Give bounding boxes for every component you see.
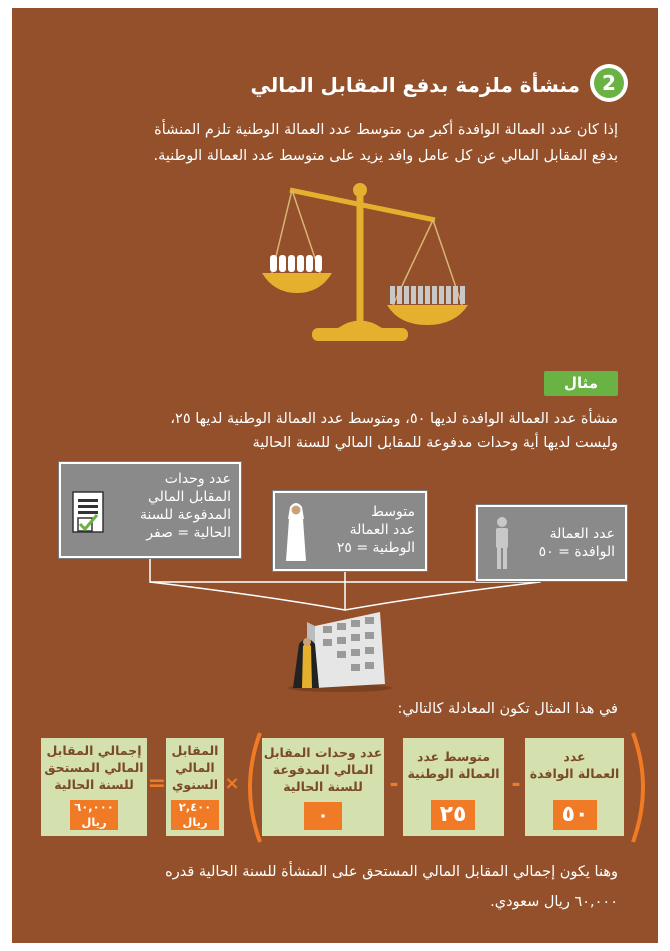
paid-units-box <box>59 462 241 558</box>
eq-annual-value: ٢,٤٠٠ <box>178 800 212 814</box>
eq-annual-line-1: المقابل <box>171 743 219 758</box>
national-workers-line-3: الوطنية = ٢٥ <box>336 540 415 556</box>
saudi-man-icon <box>283 499 309 563</box>
eq-total-line-3: للسنة الحالية <box>54 777 134 792</box>
minus-sign-2: - <box>389 772 399 797</box>
minus-sign-1: - <box>511 772 521 797</box>
eq-national-box <box>403 738 504 836</box>
paid-units-line-1: عدد وحدات <box>164 471 231 487</box>
national-workers-line-1: متوسط <box>371 504 415 520</box>
summary-line-1: وهنا يكون إجمالي المقابل المالي المستحق على المنشأة للسنة الحالية قدره <box>165 864 618 880</box>
eq-expat-line-2: العمالة الوافدة <box>529 766 620 781</box>
summary-line-2: ٦٠,٠٠٠ ريال سعودي. <box>490 894 618 910</box>
eq-annual-line-3: السنوي <box>171 777 219 792</box>
eq-total-value: ٦٠,٠٠٠ <box>74 800 114 814</box>
section-title: منشأة ملزمة بدفع المقابل المالي <box>250 73 580 97</box>
eq-national-value: ٢٥ <box>431 800 475 830</box>
expat-workers-line-2: الوافدة = ٥٠ <box>538 544 615 560</box>
eq-annual-unit: ريال <box>182 815 208 829</box>
example-line-1: منشأة عدد العمالة الوافدة لديها ٥٠، ومتوسط عدد العمالة الوطنية لديها ٢٥، <box>170 411 618 427</box>
national-workers-line-2: عدد العمالة <box>349 522 415 538</box>
eq-paid-line-2: المالي المدفوعة <box>272 762 374 777</box>
eq-paid-line-3: للسنة الحالية <box>283 779 363 794</box>
building-icon <box>285 604 395 694</box>
eq-paid-box <box>262 738 384 836</box>
eq-expat-box <box>525 738 624 836</box>
expat-workers-box <box>476 505 627 581</box>
eq-national-line-2: العمالة الوطنية <box>407 766 500 781</box>
worker-icon <box>492 515 512 573</box>
eq-national-line-1: متوسط عدد <box>417 749 490 764</box>
paid-units-line-2: المقابل المالي <box>148 489 231 505</box>
eq-paid-value: ٠ <box>304 802 342 830</box>
balance-scale-icon <box>250 178 470 353</box>
eq-expat-value: ٥٠ <box>553 800 597 830</box>
example-text <box>48 407 618 455</box>
equals-sign: = <box>147 771 166 796</box>
equation-label: في هذا المثال تكون المعادلة كالتالي: <box>397 701 618 717</box>
national-workers-box <box>273 491 427 571</box>
intro-line-2: بدفع المقابل المالي عن كل عامل وافد يزيد على متوسط عدد العمالة الوطنية. <box>153 148 618 164</box>
section-number: 2 <box>594 68 624 98</box>
intro-text <box>53 117 618 169</box>
eq-annual-line-2: المالي <box>175 760 215 775</box>
eq-annual-value-box <box>171 800 219 830</box>
times-sign: × <box>224 773 240 794</box>
right-paren <box>627 730 657 845</box>
eq-paid-line-1: عدد وحدات المقابل <box>263 745 383 760</box>
eq-total-box <box>41 738 147 836</box>
document-check-icon <box>71 490 111 540</box>
eq-total-value-box <box>70 800 118 830</box>
eq-total-unit: ريال <box>81 815 107 829</box>
eq-total-line-1: إجمالي المقابل <box>46 743 142 758</box>
eq-annual-box <box>166 738 224 836</box>
expat-workers-line-1: عدد العمالة <box>549 526 615 542</box>
paid-units-line-4: الحالية = صفر <box>146 525 231 541</box>
paid-units-line-3: المدفوعة للسنة <box>140 507 231 523</box>
eq-expat-line-1: عدد <box>563 749 586 764</box>
summary-text <box>48 857 618 917</box>
example-tag: مثال <box>544 371 618 396</box>
intro-line-1: إذا كان عدد العمالة الوافدة أكبر من متوسط عدد العمالة الوطنية تلزم المنشأة <box>154 122 618 138</box>
eq-total-line-2: المالي المستحق <box>44 760 144 775</box>
section-number-badge <box>590 64 628 102</box>
example-line-2: وليست لديها أية وحدات مدفوعة للمقابل المالي للسنة الحالية <box>252 435 618 451</box>
